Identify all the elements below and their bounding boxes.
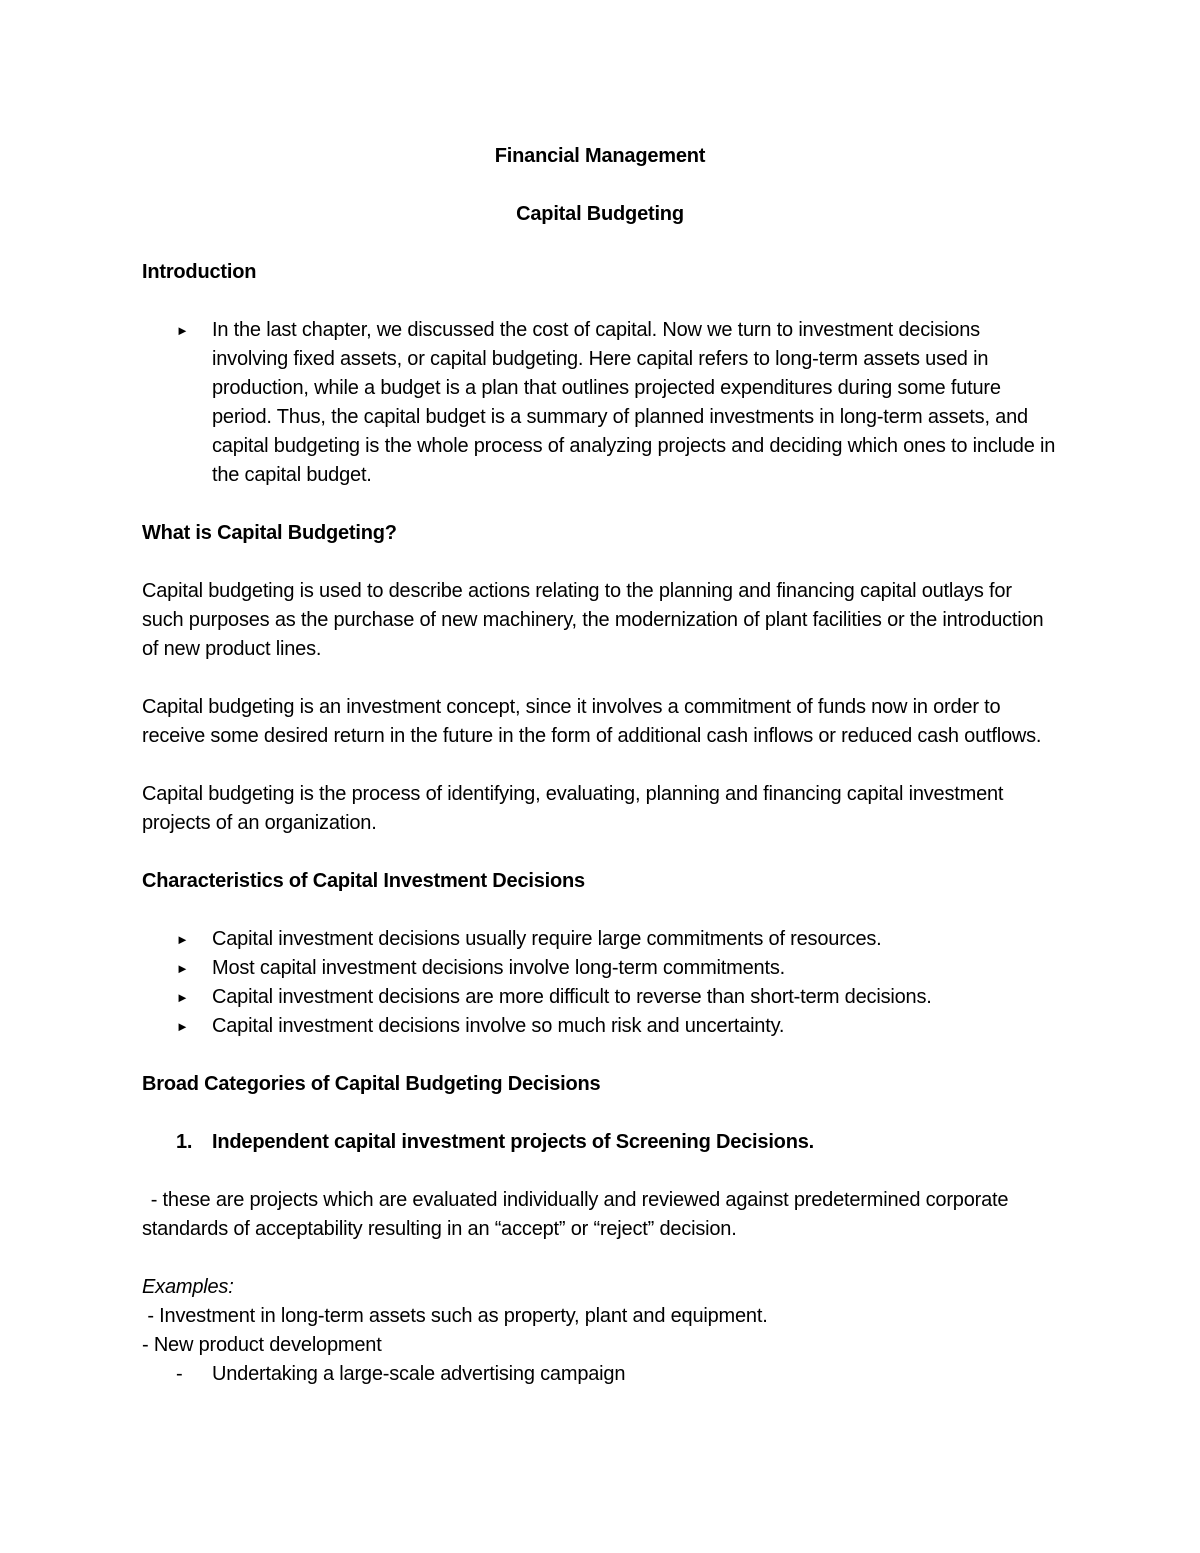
example-1 [142, 1302, 1058, 1331]
characteristics-list [142, 925, 1058, 1041]
list-item [142, 316, 1058, 490]
triangle-bullet-icon: ► [176, 990, 189, 1005]
example-1-text: - Investment in long-term assets such as property, plant and equipment. [147, 1305, 768, 1327]
characteristic-text: Capital investment decisions are more difficult to reverse than short-term decisions. [212, 986, 932, 1008]
triangle-bullet-icon: ► [176, 932, 189, 947]
triangle-bullet-icon: ► [176, 1019, 189, 1034]
list-item [142, 925, 1058, 954]
characteristic-text: Capital investment decisions usually require large commitments of resources. [212, 928, 882, 950]
intro-heading: Introduction [142, 261, 257, 283]
what-is-paragraph-1: Capital budgeting is used to describe actions relating to the planning and financing capital outlays for such purposes as the purchase of new machinery, the modernization of plant facilities or the introduction of new product lines. [142, 580, 1044, 660]
example-2: - New product development [142, 1334, 382, 1356]
category-item-1 [142, 1128, 1058, 1157]
list-item [142, 954, 1058, 983]
example-3-text: Undertaking a large-scale advertising campaign [212, 1363, 626, 1385]
triangle-bullet-icon: ► [176, 323, 189, 338]
intro-bullet-list [142, 316, 1058, 490]
list-item [142, 983, 1058, 1012]
characteristic-text: Most capital investment decisions involve long-term commitments. [212, 957, 785, 979]
document-subtitle: Capital Budgeting [516, 203, 684, 225]
what-is-heading: What is Capital Budgeting? [142, 522, 397, 544]
characteristics-heading: Characteristics of Capital Investment Decisions [142, 870, 585, 892]
document-title: Financial Management [494, 145, 706, 167]
category-description-text: - these are projects which are evaluated individually and reviewed against predetermined corporate standards of acceptability resulting in an “accept” or “reject” decision. [142, 1189, 1009, 1240]
intro-bullet-text: In the last chapter, we discussed the cost of capital. Now we turn to investment decisions involving fixed assets, or capital budgeting. Here capital refers to long-term assets used in production, while a budget is a plan that outlines projected expenditures during some future period. Thus, the capital budget is a summary of planned investments in long-term assets, and capital budgeting is the whole process of analyzing projects and deciding which ones to include in the capital budget. [212, 319, 1056, 486]
category-number: 1. [176, 1131, 193, 1153]
characteristic-text: Capital investment decisions involve so much risk and uncertainty. [212, 1015, 785, 1037]
what-is-paragraph-3: Capital budgeting is the process of identifying, evaluating, planning and financing capital investment projects of an organization. [142, 783, 1004, 834]
category-description [142, 1186, 1058, 1244]
what-is-paragraph-2: Capital budgeting is an investment concept, since it involves a commitment of funds now in order to receive some desired return in the future in the form of additional cash inflows or reduced cash outflows. [142, 696, 1042, 747]
triangle-bullet-icon: ► [176, 961, 189, 976]
dash-bullet: - [176, 1363, 183, 1385]
examples-label: Examples: [142, 1276, 234, 1298]
list-item [142, 1012, 1058, 1041]
category-title: Independent capital investment projects of Screening Decisions. [212, 1131, 814, 1153]
categories-heading: Broad Categories of Capital Budgeting Decisions [142, 1073, 601, 1095]
document-body [142, 142, 1058, 1389]
example-3 [142, 1360, 1058, 1389]
